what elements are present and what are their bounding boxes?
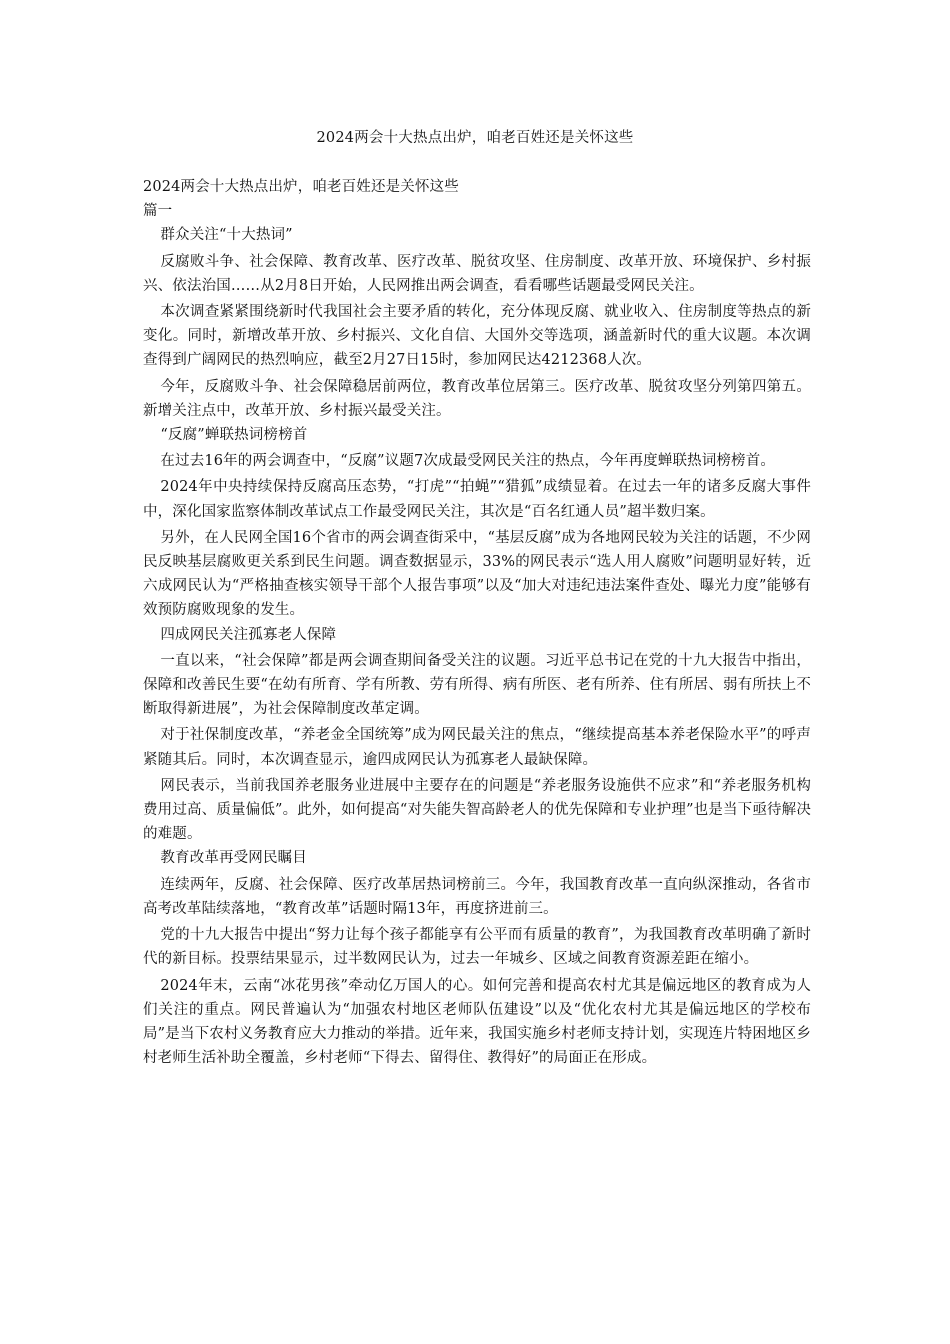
paragraph: 本次调查紧紧围绕新时代我国社会主要矛盾的转化，充分体现反腐、就业收入、住房制度等热点的新变化。同时，新增改革开放、乡村振兴、文化自信、大国外交等选项，涵盖新时代的重大议题。本次调查得到广阔网民的热烈响应，截至2月27日15时，参加网民达4212368人次。 (143, 304, 811, 369)
section-heading: 四成网民关注孤寡老人保障 (160, 626, 337, 643)
paragraph: 2024年中央持续保持反腐高压态势，“打虎”“拍蝇”“猎狐”成绩显着。在过去一年的诸多反腐大事件中，深化国家监察体制改革试点工作最受网民关注，其次是“百名红通人员”超半数归案。 (143, 479, 811, 520)
paragraph: 另外，在人民网全国16个省市的两会调查街采中，“基层反腐”成为各地网民较为关注的话题，不少网民反映基层腐败更关系到民生问题。调查数据显示，33%的网民表示“选人用人腐败”问题明显好转，近六成网民认为“严格抽查核实领导干部个人报告事项”以及“加大对违纪违法案件查处、曝光力度”能够有效预防腐败现象的发生。 (143, 529, 811, 619)
section-heading: “反腐”蝉联热词榜榜首 (160, 427, 308, 444)
paragraph: 对于社保制度改革，“养老金全国统筹”成为网民最关注的焦点，“继续提高基本养老保险水平”的呼声紧随其后。同时，本次调查显示，逾四成网民认为孤寡老人最缺保障。 (143, 727, 811, 768)
section-heading: 群众关注“十大热词” (160, 227, 293, 244)
paragraph: 党的十九大报告中提出“努力让每个孩子都能享有公平而有质量的教育”，为我国教育改革明确了新时代的新目标。投票结果显示，过半数网民认为，过去一年城乡、区域之间教育资源差距在缩小。 (143, 927, 811, 968)
paragraph: 反腐败斗争、社会保障、教育改革、医疗改革、脱贫攻坚、住房制度、改革开放、环境保护、乡村振兴、依法治国……从2月8日开始，人民网推出两会调查，看看哪些话题最受网民关注。 (143, 253, 811, 294)
document-body (143, 175, 811, 1070)
section-heading: 教育改革再受网民瞩目 (160, 850, 307, 867)
paragraph: 一直以来，“社会保障”都是两会调查期间备受关注的议题。习近平总书记在党的十九大报告中指出，保障和改善民生要“在幼有所育、学有所教、劳有所得、病有所医、老有所养、住有所居、弱有所扶上不断取得新进展”，为社会保障制度改革定调。 (143, 652, 811, 718)
paragraph: 在过去16年的两会调查中，“反腐”议题7次成最受网民关注的热点，今年再度蝉联热词榜榜首。 (160, 453, 775, 470)
paragraph: 今年，反腐败斗争、社会保障稳居前两位，教育改革位居第三。医疗改革、脱贫攻坚分列第四第五。新增关注点中，改革开放、乡村振兴最受关注。 (143, 378, 811, 419)
paragraph: 网民表示，当前我国养老服务业进展中主要存在的问题是“养老服务设施供不应求”和“养老服务机构费用过高、质量偏低”。此外，如何提高“对失能失智高龄老人的优先保障和专业护理”也是当下亟待解决的难题。 (143, 777, 811, 843)
paragraph: 连续两年，反腐、社会保障、医疗改革居热词榜前三。今年，我国教育改革一直向纵深推动，各省市高考改革陆续落地，“教育改革”话题时隔13年，再度挤进前三。 (143, 876, 811, 917)
document-title: 2024两会十大热点出炉，咱老百姓还是关怀这些 (316, 130, 634, 146)
paragraph: 2024年末，云南“冰花男孩”牵动亿万国人的心。如何完善和提高农村尤其是偏远地区的教育成为人们关注的重点。网民普遍认为“加强农村地区老师队伍建设”以及“优化农村尤其是偏远地区的学校布局”是当下农村义务教育应大力推动的举措。近年来，我国实施乡村老师支持计划，实现连片特困地区乡村老师生活补助全覆盖，乡村老师“下得去、留得住、教得好”的局面正在形成。 (143, 977, 811, 1067)
part-label: 篇一 (143, 203, 173, 220)
document-subtitle: 2024两会十大热点出炉，咱老百姓还是关怀这些 (143, 179, 459, 195)
